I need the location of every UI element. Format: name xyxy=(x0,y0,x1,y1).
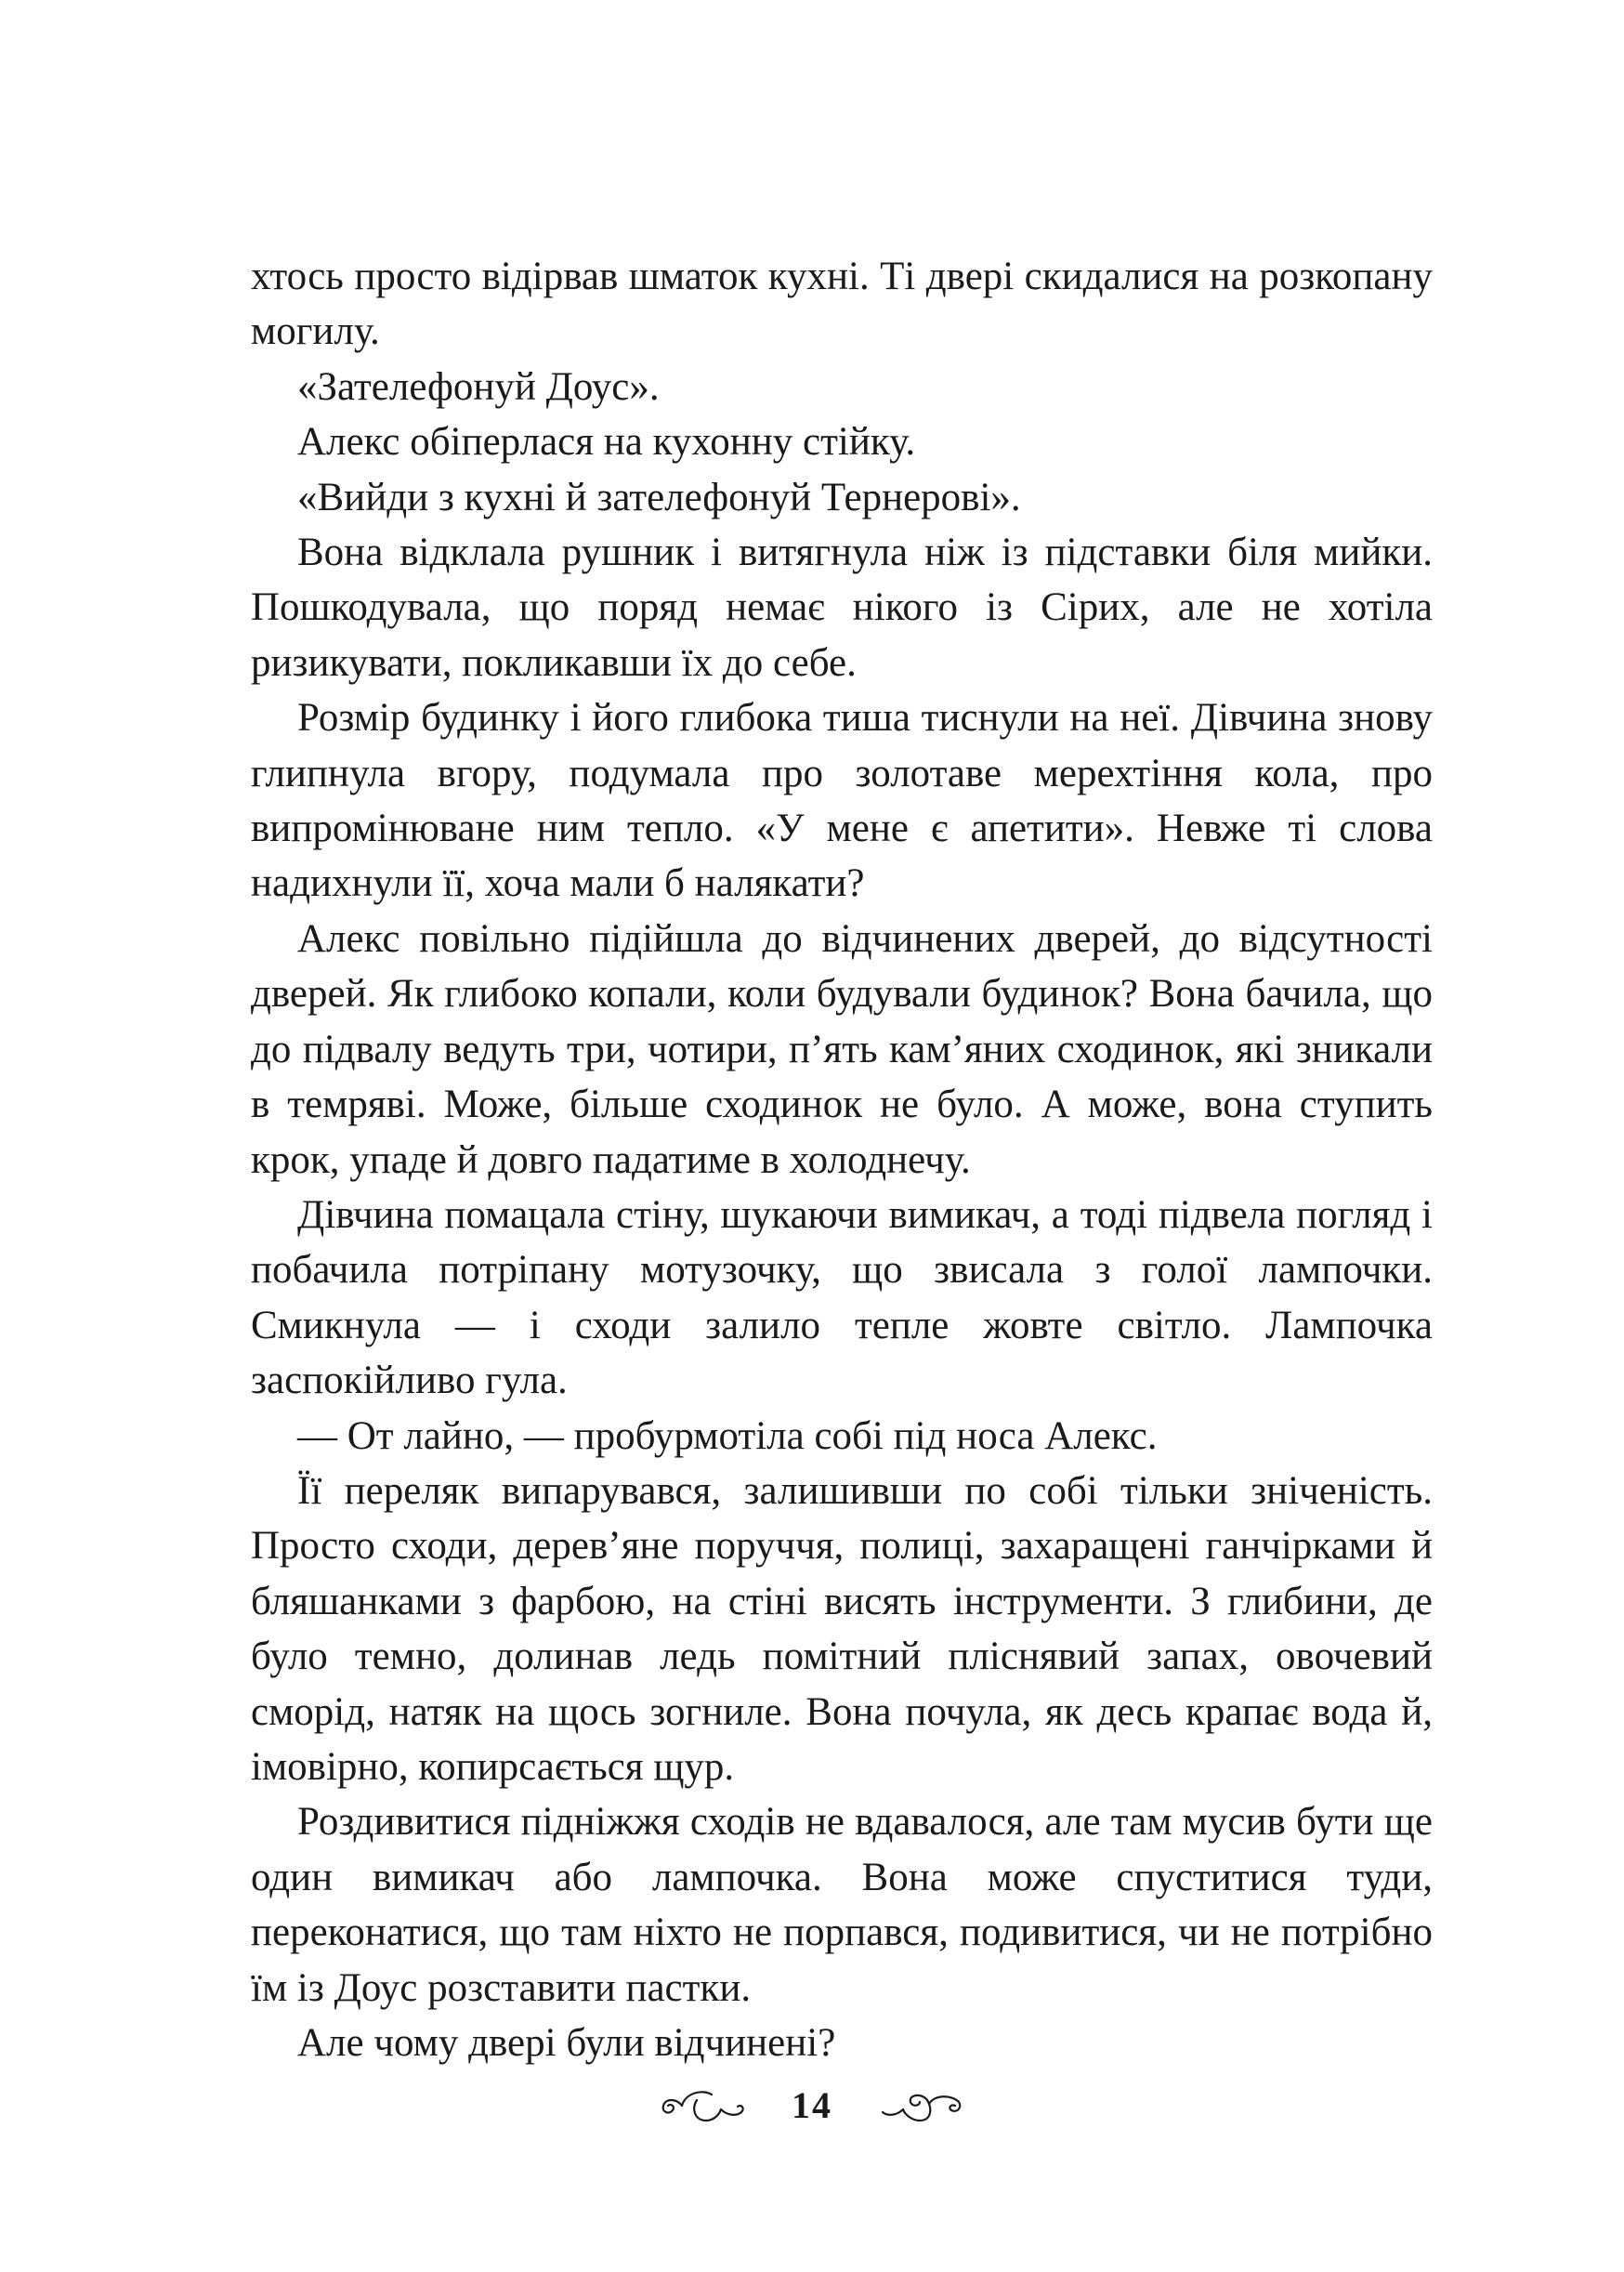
body-text xyxy=(251,249,1433,2070)
paragraph: Але чому двері були відчинені? xyxy=(297,2021,836,2065)
flourish-right-icon xyxy=(858,2082,979,2128)
paragraph: Розмір будинку і його глибока тиша тиснули на неї. Дівчина знову глипнула вгору, подумала про золотаве мерехтіння кола, про випромінюване ним тепло. «У мене є апетити». Невже ті слова надихнули її, хоча мали б налякати? xyxy=(251,696,1433,906)
page-number: 14 xyxy=(792,2083,832,2126)
paragraph: «Вийди з кухні й зателефонуй Тернерові». xyxy=(297,475,1021,519)
paragraph: Роздивитися підніжжя сходів не вдавалося, але там мусив бути ще один вимикач або лампочка. Вона може спуститися туди, переконатися, що там ніхто не порпався, подивитися, чи не потрібно їм із Доус розставити пастки. xyxy=(251,1800,1433,2010)
paragraph: Алекс повільно підійшла до відчинених дверей, до відсутності дверей. Як глибоко копали, коли будували будинок? Вона бачила, що до підвалу ведуть три, чотири, п’ять кам’яних сходинок, які зникали в темряві. Може, більше сходинок не було. А може, вона ступить крок, упаде й довго падатиме в холоднечу. xyxy=(251,916,1433,1182)
paragraph: Її переляк випарувався, залишивши по собі тільки зніченість. Просто сходи, дерев’яне поруччя, полиці, захаращені ганчірками й бляшанками з фарбою, на стіні висять інструменти. З глибини, де було темно, долинав ледь помітний пліснявий запах, овочевий сморід, натяк на щось зогниле. Вона почула, як десь крапає вода й, імовірно, копирсається щур. xyxy=(251,1468,1433,1789)
paragraph: Вона відклала рушник і витягнула ніж із підставки біля мийки. Пошкодувала, що поряд немає нікого із Сірих, але не хотіла ризикувати, покликавши їх до себе. xyxy=(251,531,1433,685)
page-footer xyxy=(0,2082,1624,2128)
flourish-left-icon xyxy=(645,2082,766,2128)
paragraph: Алекс обіперлася на кухонну стійку. xyxy=(297,420,916,465)
paragraph: — От лайно, — пробурмотіла собі під носа Алекс. xyxy=(297,1413,1158,1458)
paragraph: «Зателефонуй Доус». xyxy=(297,364,660,409)
paragraph: Дівчина помацала стіну, шукаючи вимикач, а тоді підвела погляд і побачила потріпану мотузочку, що звисала з голої лампочки. Смикнула — і сходи залило тепле жовте світло. Лампочка заспокійливо гула. xyxy=(251,1192,1433,1403)
paragraph: хтось просто відірвав шматок кухні. Ті двері скидалися на розкопану могилу. xyxy=(251,255,1433,354)
